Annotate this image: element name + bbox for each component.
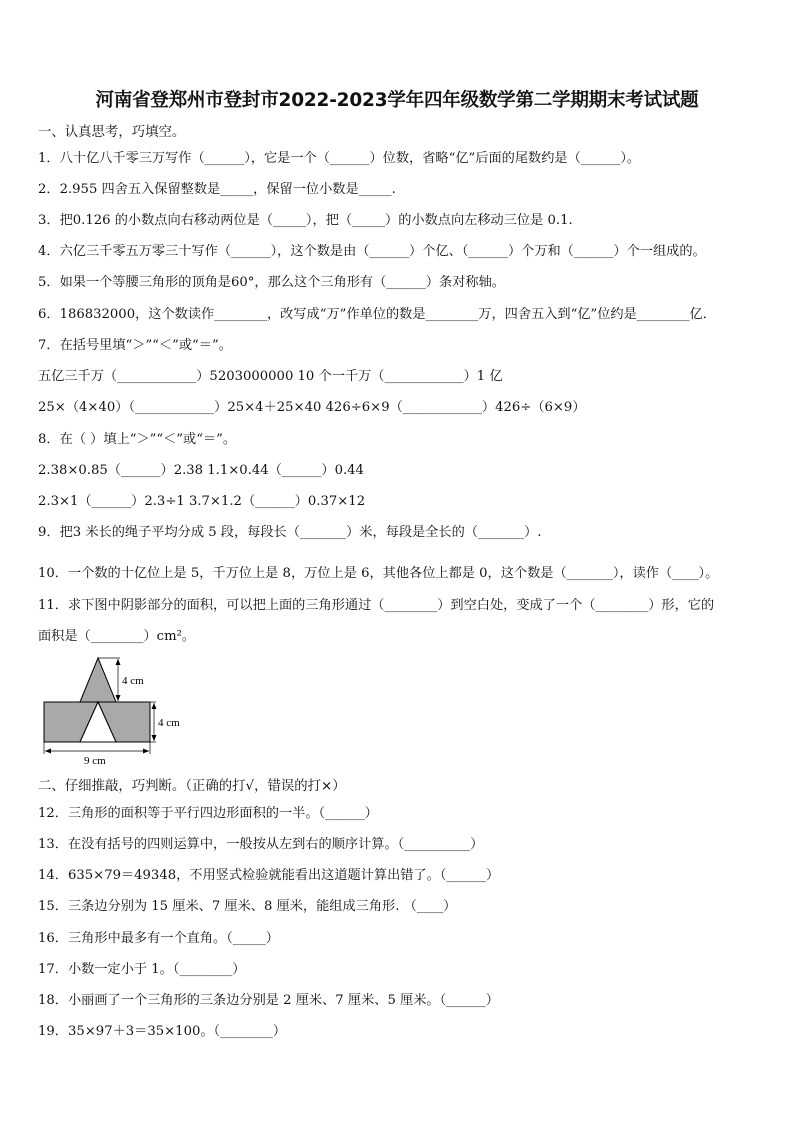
question-8-row-a: 2.38×0.85（______）2.38 1.1×0.44（______）0.44 (38, 463, 364, 478)
section-heading-true-false: 二、仔细推敲，巧判断。（正确的打√，错误的打×） (38, 779, 346, 794)
question-17: 17．小数一定小于 1。（________） (38, 962, 246, 977)
question-7: 7．在括号里填“＞”“＜”或“＝”。 (38, 338, 232, 353)
question-7-row-a: 五亿三千万（____________）5203000000 10 个一千万（____________）1 亿 (38, 369, 503, 384)
label-top-height: 4 cm (122, 675, 144, 687)
question-6: 6．186832000，这个数读作________，改写成“万”作单位的数是________万，四舍五入到“亿”位约是________亿． (38, 307, 716, 322)
question-11-line-1: 11．求下图中阴影部分的面积，可以把上面的三角形通过（________）到空白处，变成了一个（________）形，它的 (38, 598, 715, 613)
label-right-height: 4 cm (158, 717, 180, 729)
shaded-top-triangle (80, 658, 116, 702)
page-title: 河南省登郑州市登封市2022-2023学年四年级数学第二学期期末考试试题 (95, 90, 699, 111)
question-8-row-b: 2.3×1（______）2.3÷1 3.7×1.2（______）0.37×12 (38, 494, 366, 509)
question-15: 15．三条边分别为 15 厘米、7 厘米、8 厘米，能组成三角形. （____） (38, 899, 457, 914)
question-18: 18．小丽画了一个三角形的三条边分别是 2 厘米、7 厘米、5 厘米。（______） (38, 993, 499, 1008)
question-11-line-2: 面积是（________）cm²。 (38, 629, 196, 644)
question-3: 3．把0.126 的小数点向右移动两位是（_____），把（_____）的小数点向左移动三位是 0.1. (38, 213, 573, 228)
question-19: 19．35×97＋3＝35×100。（________） (38, 1024, 287, 1039)
figure-shapes (44, 658, 150, 742)
section-heading-fill-in: 一、认真思考，巧填空。 (38, 125, 186, 140)
question-5: 5．如果一个等腰三角形的顶角是60°，那么这个三角形有（______）条对称轴。 (38, 275, 505, 290)
question-16: 16．三角形中最多有一个直角。（_____） (38, 931, 279, 946)
question-13: 13．在没有括号的四则运算中，一般按从左到右的顺序计算。（__________） (38, 837, 484, 852)
question-8: 8．在（ ）填上“＞”“＜”或“＝”。 (38, 432, 237, 447)
shaded-area-figure (38, 652, 198, 767)
label-bottom-width: 9 cm (84, 755, 106, 767)
question-1: 1．八十亿八千零三万写作（______），它是一个（______）位数，省略“亿”后面的尾数约是（______）。 (38, 151, 641, 166)
question-4: 4．六亿三千零五万零三十写作（______），这个数是由（______）个亿、（______）个万和（______）个一组成的。 (38, 244, 706, 259)
question-2: 2．2.955 四舍五入保留整数是_____，保留一位小数是_____. (38, 182, 396, 197)
question-9: 9．把3 米长的绳子平均分成 5 段，每段长（_______）米，每段是全长的（_______）. (38, 525, 542, 540)
question-12: 12．三角形的面积等于平行四边形面积的一半。（______） (38, 806, 378, 821)
question-14: 14．635×79＝49348，不用竖式检验就能看出这道题计算出错了。（______） (38, 868, 500, 883)
question-7-row-b: 25×（4×40）（____________）25×4＋25×40 426÷6×9（____________）426÷（6×9） (38, 400, 586, 415)
question-10: 10．一个数的十亿位上是 5，千万位上是 8，万位上是 6，其他各位上都是 0，这个数是（_______），读作（____）。 (38, 566, 719, 581)
